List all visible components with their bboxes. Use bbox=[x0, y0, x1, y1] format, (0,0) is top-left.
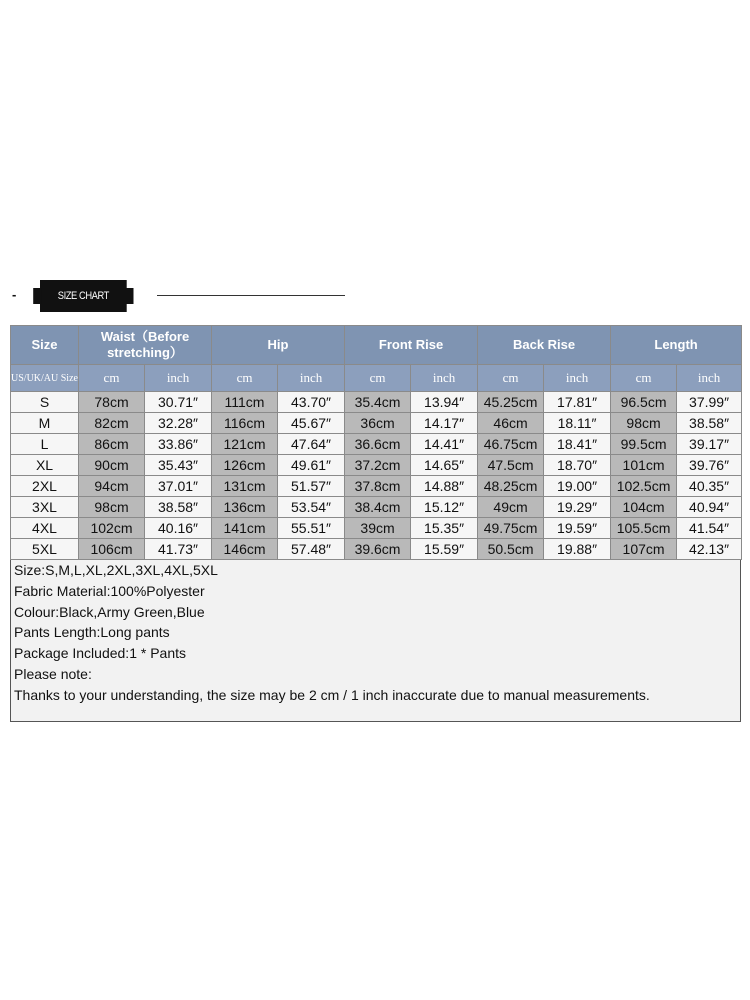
note-sizes: Size:S,M,L,XL,2XL,3XL,4XL,5XL bbox=[14, 562, 218, 578]
cm-value-cell: 49.75cm bbox=[478, 518, 544, 539]
inch-value-cell: 42.13″ bbox=[677, 539, 742, 560]
table-row bbox=[11, 539, 742, 560]
inch-value-cell: 19.00″ bbox=[544, 476, 611, 497]
size-cell: M bbox=[11, 413, 79, 434]
inch-value-cell: 14.88″ bbox=[411, 476, 478, 497]
size-cell: 4XL bbox=[11, 518, 79, 539]
inch-value-cell: 19.29″ bbox=[544, 497, 611, 518]
cm-value-cell: 99.5cm bbox=[611, 434, 677, 455]
inch-value-cell: 38.58″ bbox=[677, 413, 742, 434]
inch-value-cell: 39.17″ bbox=[677, 434, 742, 455]
size-chart-banner bbox=[12, 280, 342, 312]
cm-value-cell: 38.4cm bbox=[345, 497, 411, 518]
cm-value-cell: 35.4cm bbox=[345, 392, 411, 413]
inch-value-cell: 15.59″ bbox=[411, 539, 478, 560]
subheader-cm: cm bbox=[478, 365, 544, 392]
table-row bbox=[11, 518, 742, 539]
cm-value-cell: 111cm bbox=[212, 392, 278, 413]
inch-value-cell: 40.16″ bbox=[145, 518, 212, 539]
inch-value-cell: 18.70″ bbox=[544, 455, 611, 476]
cm-value-cell: 36.6cm bbox=[345, 434, 411, 455]
inch-value-cell: 14.41″ bbox=[411, 434, 478, 455]
size-table bbox=[10, 325, 742, 560]
cm-value-cell: 98cm bbox=[611, 413, 677, 434]
header-waist: Waist（Before stretching） bbox=[79, 326, 212, 365]
cm-value-cell: 98cm bbox=[79, 497, 145, 518]
cm-value-cell: 86cm bbox=[79, 434, 145, 455]
size-chart-tag: SIZE CHART bbox=[40, 280, 127, 312]
cm-value-cell: 49cm bbox=[478, 497, 544, 518]
inch-value-cell: 13.94″ bbox=[411, 392, 478, 413]
inch-value-cell: 57.48″ bbox=[278, 539, 345, 560]
size-table-body bbox=[11, 392, 742, 560]
header-front-rise: Front Rise bbox=[345, 326, 478, 365]
banner-divider bbox=[157, 295, 345, 296]
note-measurement-disclaimer: Thanks to your understanding, the size may be 2 cm / 1 inch inaccurate due to manual measurements. bbox=[14, 686, 650, 703]
inch-value-cell: 37.99″ bbox=[677, 392, 742, 413]
header-back-rise: Back Rise bbox=[478, 326, 611, 365]
size-cell: 3XL bbox=[11, 497, 79, 518]
table-row bbox=[11, 455, 742, 476]
cm-value-cell: 39cm bbox=[345, 518, 411, 539]
cm-value-cell: 36cm bbox=[345, 413, 411, 434]
cm-value-cell: 37.2cm bbox=[345, 455, 411, 476]
subheader-inch: inch bbox=[677, 365, 742, 392]
inch-value-cell: 39.76″ bbox=[677, 455, 742, 476]
inch-value-cell: 18.11″ bbox=[544, 413, 611, 434]
cm-value-cell: 106cm bbox=[79, 539, 145, 560]
inch-value-cell: 14.17″ bbox=[411, 413, 478, 434]
header-length: Length bbox=[611, 326, 742, 365]
cm-value-cell: 39.6cm bbox=[345, 539, 411, 560]
inch-value-cell: 47.64″ bbox=[278, 434, 345, 455]
cm-value-cell: 131cm bbox=[212, 476, 278, 497]
size-cell: L bbox=[11, 434, 79, 455]
cm-value-cell: 45.25cm bbox=[478, 392, 544, 413]
cm-value-cell: 94cm bbox=[79, 476, 145, 497]
cm-value-cell: 116cm bbox=[212, 413, 278, 434]
cm-value-cell: 47.5cm bbox=[478, 455, 544, 476]
inch-value-cell: 45.67″ bbox=[278, 413, 345, 434]
inch-value-cell: 33.86″ bbox=[145, 434, 212, 455]
subheader-cm: cm bbox=[345, 365, 411, 392]
cm-value-cell: 136cm bbox=[212, 497, 278, 518]
table-row bbox=[11, 497, 742, 518]
inch-value-cell: 19.59″ bbox=[544, 518, 611, 539]
cm-value-cell: 96.5cm bbox=[611, 392, 677, 413]
cm-value-cell: 102cm bbox=[79, 518, 145, 539]
subheader-inch: inch bbox=[278, 365, 345, 392]
subheader-inch: inch bbox=[411, 365, 478, 392]
cm-value-cell: 102.5cm bbox=[611, 476, 677, 497]
inch-value-cell: 35.43″ bbox=[145, 455, 212, 476]
cm-value-cell: 105.5cm bbox=[611, 518, 677, 539]
inch-value-cell: 38.58″ bbox=[145, 497, 212, 518]
inch-value-cell: 40.94″ bbox=[677, 497, 742, 518]
inch-value-cell: 37.01″ bbox=[145, 476, 212, 497]
inch-value-cell: 43.70″ bbox=[278, 392, 345, 413]
inch-value-cell: 49.61″ bbox=[278, 455, 345, 476]
subheader-inch: inch bbox=[544, 365, 611, 392]
banner-dash: - bbox=[12, 287, 17, 302]
inch-value-cell: 55.51″ bbox=[278, 518, 345, 539]
subheader-cm: cm bbox=[79, 365, 145, 392]
cm-value-cell: 121cm bbox=[212, 434, 278, 455]
table-row bbox=[11, 476, 742, 497]
inch-value-cell: 41.54″ bbox=[677, 518, 742, 539]
cm-value-cell: 37.8cm bbox=[345, 476, 411, 497]
subheader-size-region: US/UK/AU Size bbox=[11, 365, 79, 392]
table-row bbox=[11, 434, 742, 455]
inch-value-cell: 51.57″ bbox=[278, 476, 345, 497]
cm-value-cell: 107cm bbox=[611, 539, 677, 560]
cm-value-cell: 50.5cm bbox=[478, 539, 544, 560]
size-chart-sheet bbox=[10, 325, 741, 722]
inch-value-cell: 30.71″ bbox=[145, 392, 212, 413]
inch-value-cell: 18.41″ bbox=[544, 434, 611, 455]
header-hip: Hip bbox=[212, 326, 345, 365]
subheader-cm: cm bbox=[212, 365, 278, 392]
cm-value-cell: 146cm bbox=[212, 539, 278, 560]
cm-value-cell: 141cm bbox=[212, 518, 278, 539]
cm-value-cell: 104cm bbox=[611, 497, 677, 518]
size-cell: S bbox=[11, 392, 79, 413]
inch-value-cell: 14.65″ bbox=[411, 455, 478, 476]
inch-value-cell: 40.35″ bbox=[677, 476, 742, 497]
inch-value-cell: 53.54″ bbox=[278, 497, 345, 518]
inch-value-cell: 19.88″ bbox=[544, 539, 611, 560]
size-cell: 2XL bbox=[11, 476, 79, 497]
header-size: Size bbox=[11, 326, 79, 365]
note-length: Pants Length:Long pants bbox=[14, 624, 170, 641]
cm-value-cell: 90cm bbox=[79, 455, 145, 476]
note-please-note: Please note: bbox=[14, 665, 92, 682]
cm-value-cell: 101cm bbox=[611, 455, 677, 476]
table-row bbox=[11, 392, 742, 413]
subheader-cm: cm bbox=[611, 365, 677, 392]
note-fabric: Fabric Material:100%Polyester bbox=[14, 582, 205, 599]
inch-value-cell: 15.35″ bbox=[411, 518, 478, 539]
note-package: Package Included:1 * Pants bbox=[14, 645, 187, 662]
inch-value-cell: 15.12″ bbox=[411, 497, 478, 518]
note-colour: Colour:Black,Army Green,Blue bbox=[14, 603, 205, 620]
inch-value-cell: 32.28″ bbox=[145, 413, 212, 434]
product-notes bbox=[14, 560, 738, 706]
cm-value-cell: 82cm bbox=[79, 413, 145, 434]
table-row bbox=[11, 413, 742, 434]
cm-value-cell: 48.25cm bbox=[478, 476, 544, 497]
cm-value-cell: 46.75cm bbox=[478, 434, 544, 455]
inch-value-cell: 41.73″ bbox=[145, 539, 212, 560]
size-cell: 5XL bbox=[11, 539, 79, 560]
cm-value-cell: 46cm bbox=[478, 413, 544, 434]
cm-value-cell: 78cm bbox=[79, 392, 145, 413]
inch-value-cell: 17.81″ bbox=[544, 392, 611, 413]
cm-value-cell: 126cm bbox=[212, 455, 278, 476]
subheader-inch: inch bbox=[145, 365, 212, 392]
size-cell: XL bbox=[11, 455, 79, 476]
